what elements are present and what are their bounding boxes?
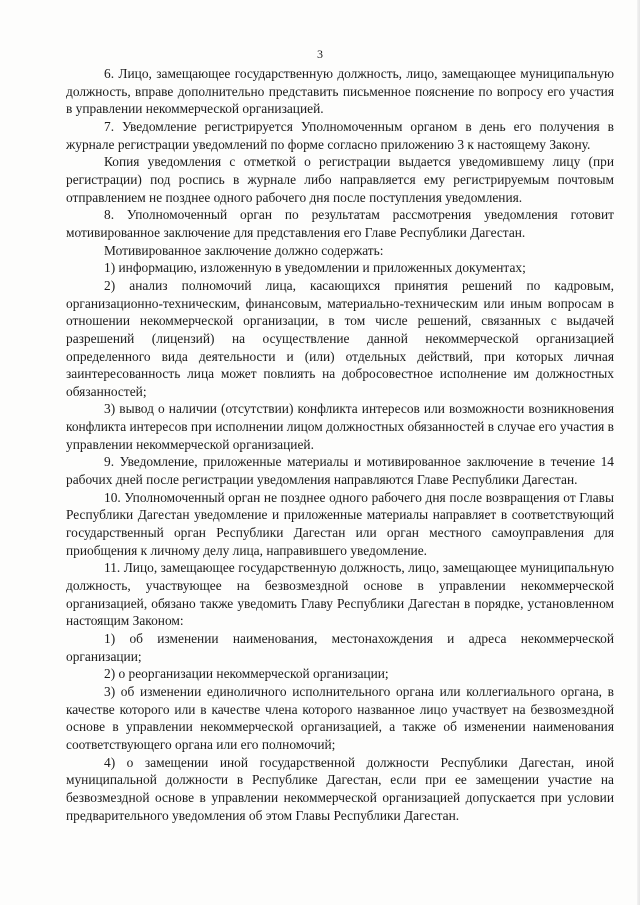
paragraph-8-intro: Мотивированное заключение должно содержать: — [104, 242, 384, 258]
paragraph-11: 11. Лицо, замещающее государственную должность, лицо, замещающее муниципальную должность, участвующее на безвозмездной основе в управлении некоммерческой организацией, обязано также уведомить Главу Республики Дагестан в порядке, установленном настоящим Законом: — [66, 560, 614, 629]
paragraph-10: 10. Уполномоченный орган не позднее одного рабочего дня после возвращения от Главы Республики Дагестан уведомление и приложенные материалы направляет в соответствующий государственный орган Республики Дагестан или орган местного самоуправления для приобщения к личному делу лица, направившего уведомление. — [66, 489, 614, 558]
paragraph-11-item-3: 3) об изменении единоличного исполнительного органа или коллегиального органа, в качестве которого или в качестве члена которого названное лицо участвует на безвозмездной основе в управлении некоммерческой организацией, а также об изменении наименования соответствующего органа или его полномочий; — [66, 683, 614, 752]
paragraph-8-item-1: 1) информацию, изложенную в уведомлении и приложенных документах; — [104, 260, 526, 276]
paragraph-8-item-3: 3) вывод о наличии (отсутствии) конфликта интересов или возможности возникновения конфликта интересов при исполнении лицом должностных обязанностей в случае его участия в управлении некоммерческой организацией. — [66, 401, 614, 452]
paragraph-11-item-1: 1) об изменении наименования, местонахождения и адреса некоммерческой организации; — [66, 631, 614, 664]
page-number: 3 — [317, 47, 323, 61]
document-body — [66, 65, 614, 824]
paragraph-7-copy: Копия уведомления с отметкой о регистрации выдается уведомившему лицу (при регистрации) под роспись в журнале либо направляется ему регистрируемым почтовым отправлением не позднее одного рабочего дня после поступления уведомления. — [66, 154, 614, 205]
paragraph-11-item-2: 2) о реорганизации некоммерческой организации; — [104, 666, 389, 682]
paragraph-11-item-4: 4) о замещении иной государственной должности Республики Дагестан, иной муниципальной должности в Республике Дагестан, если при ее замещении участие на безвозмездной основе в управлении некоммерческой организацией допускается при условии предварительного уведомления об этом Главы Республики Дагестан. — [66, 754, 614, 823]
paragraph-8-item-2: 2) анализ полномочий лица, касающихся принятия решений по кадровым, организационно-техническим, финансовым, материально-техническим или иным вопросам в отношении некоммерческой организации, в том числе решений, связанных с выдачей разрешений (лицензий) на осуществление данной некоммерческой организацией определенного вида деятельности и (или) отдельных действий, при которых личная заинтересованность лица может повлиять на добросовестное исполнение им должностных обязанностей; — [66, 277, 614, 399]
paragraph-7: 7. Уведомление регистрируется Уполномоченным органом в день его получения в журнале регистрации уведомлений по форме согласно приложению 3 к настоящему Закону. — [66, 118, 614, 152]
paragraph-9: 9. Уведомление, приложенные материалы и мотивированное заключение в течение 14 рабочих дней после регистрации уведомления направляются Главе Республики Дагестан. — [66, 454, 614, 488]
paragraph-6: 6. Лицо, замещающее государственную должность, лицо, замещающее муниципальную должность, вправе дополнительно представить письменное пояснение по вопросу его участия в управлении некоммерческой организацией. — [66, 66, 614, 117]
paragraph-8: 8. Уполномоченный орган по результатам рассмотрения уведомления готовит мотивированное заключение для представления его Главе Республики Дагестан. — [66, 207, 614, 240]
